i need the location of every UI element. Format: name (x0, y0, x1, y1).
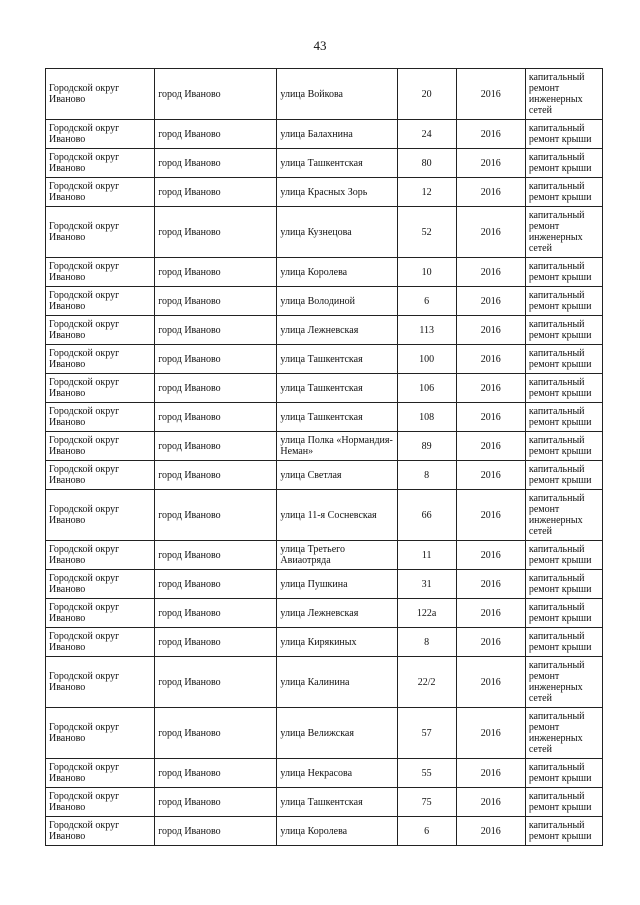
house-cell: 113 (397, 316, 456, 345)
table-row (46, 178, 603, 207)
city-cell: город Иваново (155, 149, 277, 178)
street-cell: улица Ташкентская (277, 149, 397, 178)
work-cell: капитальный ремонт крыши (525, 817, 602, 846)
house-cell: 66 (397, 490, 456, 541)
city-cell: город Иваново (155, 207, 277, 258)
table-row (46, 69, 603, 120)
street-cell: улица Королева (277, 258, 397, 287)
street-cell: улица Ташкентская (277, 788, 397, 817)
house-cell: 75 (397, 788, 456, 817)
district-cell: Городской округ Иваново (46, 432, 155, 461)
district-cell: Городской округ Иваново (46, 287, 155, 316)
district-cell: Городской округ Иваново (46, 541, 155, 570)
district-cell: Городской округ Иваново (46, 599, 155, 628)
work-cell: капитальный ремонт крыши (525, 149, 602, 178)
work-cell: капитальный ремонт крыши (525, 374, 602, 403)
district-cell: Городской округ Иваново (46, 403, 155, 432)
district-cell: Городской округ Иваново (46, 788, 155, 817)
city-cell: город Иваново (155, 490, 277, 541)
city-cell: город Иваново (155, 628, 277, 657)
house-cell: 108 (397, 403, 456, 432)
year-cell: 2016 (456, 570, 525, 599)
district-cell: Городской округ Иваново (46, 258, 155, 287)
city-cell: город Иваново (155, 599, 277, 628)
street-cell: улица Королева (277, 817, 397, 846)
district-cell: Городской округ Иваново (46, 345, 155, 374)
work-cell: капитальный ремонт инженерных сетей (525, 69, 602, 120)
city-cell: город Иваново (155, 657, 277, 708)
year-cell: 2016 (456, 432, 525, 461)
district-cell: Городской округ Иваново (46, 628, 155, 657)
house-cell: 106 (397, 374, 456, 403)
street-cell: улица Некрасова (277, 759, 397, 788)
table-row (46, 461, 603, 490)
house-cell: 24 (397, 120, 456, 149)
table-row (46, 287, 603, 316)
table-row (46, 657, 603, 708)
year-cell: 2016 (456, 490, 525, 541)
city-cell: город Иваново (155, 817, 277, 846)
work-cell: капитальный ремонт инженерных сетей (525, 657, 602, 708)
house-cell: 8 (397, 461, 456, 490)
street-cell: улица Ташкентская (277, 403, 397, 432)
table-row (46, 207, 603, 258)
district-cell: Городской округ Иваново (46, 461, 155, 490)
district-cell: Городской округ Иваново (46, 120, 155, 149)
year-cell: 2016 (456, 374, 525, 403)
table-row (46, 374, 603, 403)
table-row (46, 599, 603, 628)
street-cell: улица Пушкина (277, 570, 397, 599)
house-cell: 6 (397, 817, 456, 846)
work-cell: капитальный ремонт крыши (525, 759, 602, 788)
year-cell: 2016 (456, 149, 525, 178)
page-number: 43 (313, 38, 327, 53)
district-cell: Городской округ Иваново (46, 207, 155, 258)
year-cell: 2016 (456, 788, 525, 817)
table-row (46, 258, 603, 287)
house-cell: 122а (397, 599, 456, 628)
year-cell: 2016 (456, 345, 525, 374)
house-cell: 55 (397, 759, 456, 788)
street-cell: улица Балахнина (277, 120, 397, 149)
table-body (46, 69, 603, 846)
year-cell: 2016 (456, 403, 525, 432)
work-cell: капитальный ремонт крыши (525, 178, 602, 207)
house-cell: 20 (397, 69, 456, 120)
street-cell: улица Ташкентская (277, 374, 397, 403)
city-cell: город Иваново (155, 374, 277, 403)
work-cell: капитальный ремонт крыши (525, 628, 602, 657)
work-cell: капитальный ремонт инженерных сетей (525, 708, 602, 759)
table-row (46, 345, 603, 374)
table-row (46, 708, 603, 759)
district-cell: Городской округ Иваново (46, 570, 155, 599)
table-row (46, 759, 603, 788)
city-cell: город Иваново (155, 541, 277, 570)
table-row (46, 628, 603, 657)
street-cell: улица Ташкентская (277, 345, 397, 374)
street-cell: улица Полка «Нормандия-Неман» (277, 432, 397, 461)
city-cell: город Иваново (155, 403, 277, 432)
year-cell: 2016 (456, 759, 525, 788)
table-row (46, 316, 603, 345)
district-cell: Городской округ Иваново (46, 759, 155, 788)
street-cell: улица Лежневская (277, 599, 397, 628)
year-cell: 2016 (456, 207, 525, 258)
work-cell: капитальный ремонт крыши (525, 788, 602, 817)
house-cell: 12 (397, 178, 456, 207)
street-cell: улица Володиной (277, 287, 397, 316)
table-row (46, 541, 603, 570)
work-cell: капитальный ремонт крыши (525, 541, 602, 570)
year-cell: 2016 (456, 541, 525, 570)
city-cell: город Иваново (155, 759, 277, 788)
table-row (46, 788, 603, 817)
city-cell: город Иваново (155, 570, 277, 599)
street-cell: улица Калинина (277, 657, 397, 708)
city-cell: город Иваново (155, 316, 277, 345)
year-cell: 2016 (456, 178, 525, 207)
house-cell: 22/2 (397, 657, 456, 708)
table-row (46, 817, 603, 846)
city-cell: город Иваново (155, 69, 277, 120)
city-cell: город Иваново (155, 120, 277, 149)
street-cell: улица Лежневская (277, 316, 397, 345)
house-cell: 31 (397, 570, 456, 599)
year-cell: 2016 (456, 69, 525, 120)
city-cell: город Иваново (155, 345, 277, 374)
work-cell: капитальный ремонт крыши (525, 570, 602, 599)
work-cell: капитальный ремонт крыши (525, 345, 602, 374)
work-cell: капитальный ремонт крыши (525, 287, 602, 316)
street-cell: улица Третьего Авиаотряда (277, 541, 397, 570)
house-cell: 80 (397, 149, 456, 178)
street-cell: улица Кирякиных (277, 628, 397, 657)
city-cell: город Иваново (155, 178, 277, 207)
table-row (46, 149, 603, 178)
street-cell: улица Войкова (277, 69, 397, 120)
district-cell: Городской округ Иваново (46, 316, 155, 345)
year-cell: 2016 (456, 817, 525, 846)
work-cell: капитальный ремонт крыши (525, 461, 602, 490)
city-cell: город Иваново (155, 788, 277, 817)
work-cell: капитальный ремонт инженерных сетей (525, 490, 602, 541)
street-cell: улица Кузнецова (277, 207, 397, 258)
year-cell: 2016 (456, 708, 525, 759)
house-cell: 8 (397, 628, 456, 657)
district-cell: Городской округ Иваново (46, 490, 155, 541)
city-cell: город Иваново (155, 708, 277, 759)
work-cell: капитальный ремонт крыши (525, 316, 602, 345)
work-cell: капитальный ремонт крыши (525, 120, 602, 149)
year-cell: 2016 (456, 461, 525, 490)
street-cell: улица Красных Зорь (277, 178, 397, 207)
district-cell: Городской округ Иваново (46, 149, 155, 178)
year-cell: 2016 (456, 599, 525, 628)
district-cell: Городской округ Иваново (46, 817, 155, 846)
year-cell: 2016 (456, 120, 525, 149)
work-cell: капитальный ремонт крыши (525, 432, 602, 461)
house-cell: 57 (397, 708, 456, 759)
house-cell: 100 (397, 345, 456, 374)
city-cell: город Иваново (155, 287, 277, 316)
district-cell: Городской округ Иваново (46, 374, 155, 403)
table-row (46, 403, 603, 432)
year-cell: 2016 (456, 258, 525, 287)
house-cell: 10 (397, 258, 456, 287)
city-cell: город Иваново (155, 461, 277, 490)
table-row (46, 120, 603, 149)
district-cell: Городской округ Иваново (46, 657, 155, 708)
house-cell: 11 (397, 541, 456, 570)
year-cell: 2016 (456, 628, 525, 657)
district-cell: Городской округ Иваново (46, 69, 155, 120)
work-cell: капитальный ремонт крыши (525, 599, 602, 628)
district-cell: Городской округ Иваново (46, 178, 155, 207)
street-cell: улица 11-я Сосневская (277, 490, 397, 541)
year-cell: 2016 (456, 316, 525, 345)
year-cell: 2016 (456, 657, 525, 708)
district-cell: Городской округ Иваново (46, 708, 155, 759)
work-cell: капитальный ремонт крыши (525, 403, 602, 432)
street-cell: улица Велижская (277, 708, 397, 759)
repair-register-table (45, 68, 603, 846)
table-row (46, 432, 603, 461)
table-row (46, 570, 603, 599)
work-cell: капитальный ремонт инженерных сетей (525, 207, 602, 258)
house-cell: 6 (397, 287, 456, 316)
street-cell: улица Светлая (277, 461, 397, 490)
city-cell: город Иваново (155, 432, 277, 461)
year-cell: 2016 (456, 287, 525, 316)
house-cell: 89 (397, 432, 456, 461)
work-cell: капитальный ремонт крыши (525, 258, 602, 287)
house-cell: 52 (397, 207, 456, 258)
table-row (46, 490, 603, 541)
city-cell: город Иваново (155, 258, 277, 287)
